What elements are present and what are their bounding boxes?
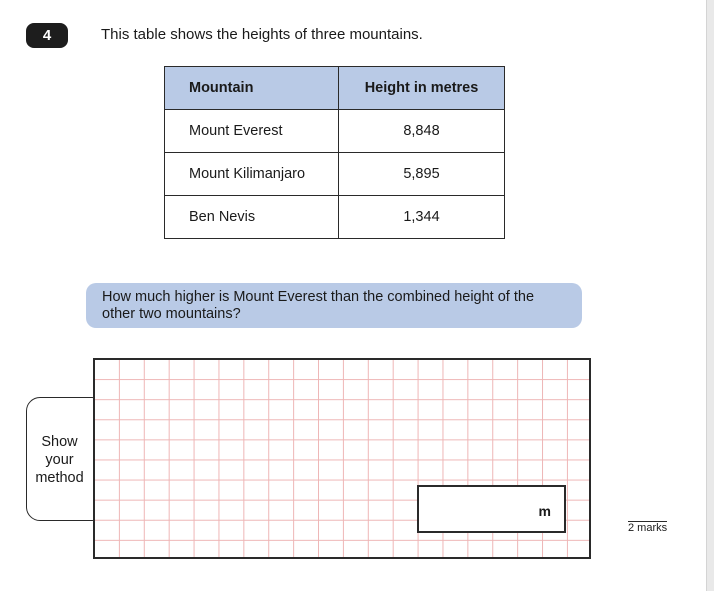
cell-mountain-height: 5,895 (339, 153, 505, 196)
table-header-row (165, 67, 505, 110)
cell-mountain-height: 1,344 (339, 196, 505, 239)
header-height: Height in metres (339, 67, 505, 110)
mountain-heights-table (164, 66, 505, 239)
show-method-label (26, 433, 93, 487)
question-number-badge: 4 (26, 23, 68, 48)
question-prompt-text: How much higher is Mount Everest than the combined height of the other two mountains? (102, 289, 535, 322)
answer-box[interactable] (417, 485, 566, 533)
answer-unit-label: m (538, 503, 551, 519)
cell-mountain-name: Mount Everest (165, 110, 339, 153)
page-edge-bar (706, 0, 714, 591)
cell-mountain-name: Ben Nevis (165, 196, 339, 239)
method-label-line: method (35, 470, 84, 486)
marks-label: 2 marks (628, 522, 668, 534)
table-row (165, 196, 505, 239)
method-label-line: Show (41, 434, 78, 450)
question-prompt-box (86, 283, 582, 328)
question-intro-text: This table shows the heights of three mountains. (101, 26, 423, 43)
cell-mountain-height: 8,848 (339, 110, 505, 153)
table-row (165, 153, 505, 196)
cell-mountain-name: Mount Kilimanjaro (165, 153, 339, 196)
header-mountain: Mountain (165, 67, 339, 110)
method-label-line: your (45, 452, 74, 468)
table-row (165, 110, 505, 153)
